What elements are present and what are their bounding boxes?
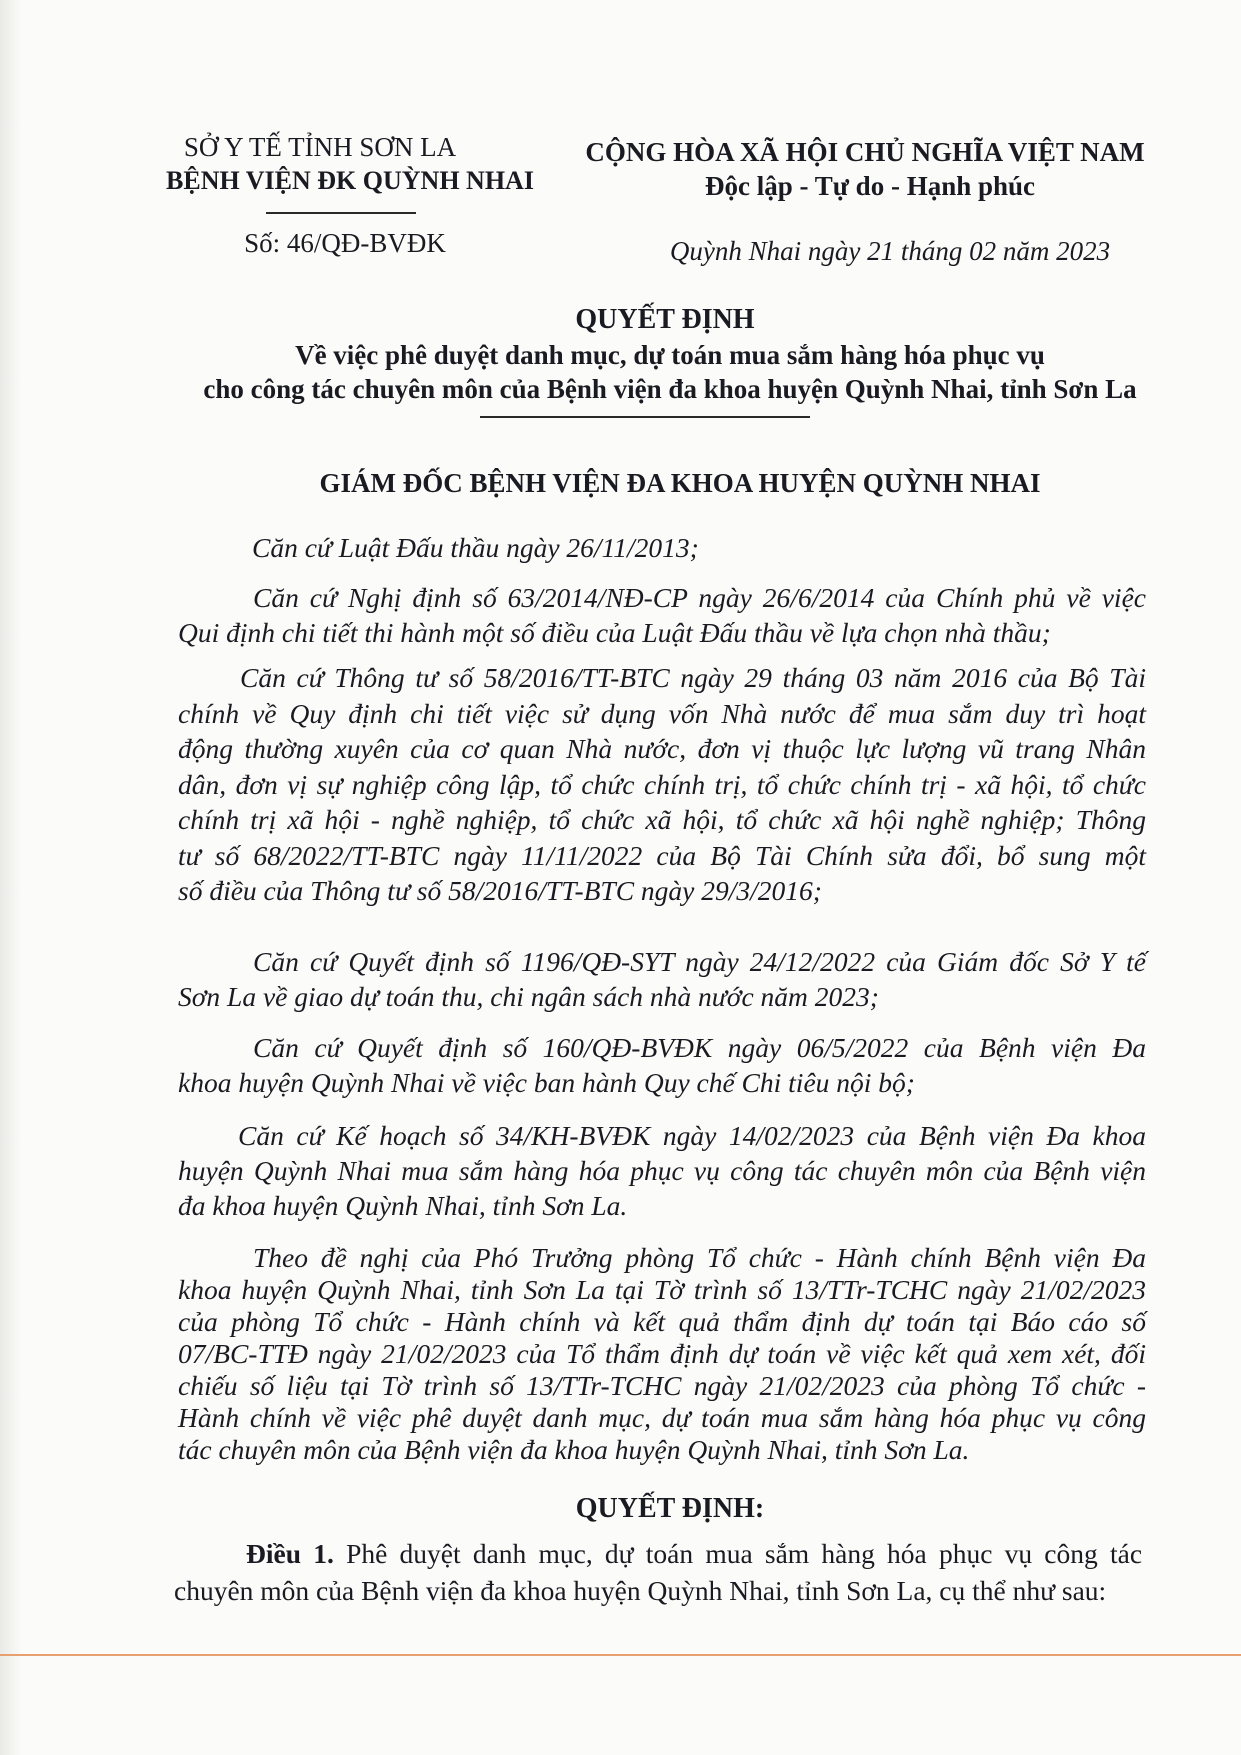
legal-basis-6 — [178, 1118, 1146, 1223]
decision-subtitle-2: cho công tác chuyên môn của Bệnh viện đa khoa huyện Quỳnh Nhai, tỉnh Sơn La — [203, 374, 1137, 404]
paragraph-line: Căn cứ Kế hoạch số 34/KH-BVĐK ngày 14/02/2023 của Bệnh viện Đa khoa — [238, 1120, 1146, 1151]
decision-title: QUYẾT ĐỊNH — [575, 304, 755, 335]
paragraph-line: Sơn La về giao dự toán thu, chi ngân sách nhà nước năm 2023; — [178, 981, 879, 1012]
paragraph-line: khoa huyện Quỳnh Nhai, tỉnh Sơn La tại Tờ trình số 13/TTr-TCHC ngày 21/02/2023 — [178, 1274, 1146, 1305]
paragraph-line: đa khoa huyện Quỳnh Nhai, tỉnh Sơn La. — [178, 1190, 628, 1221]
article-1 — [174, 1535, 1142, 1609]
paragraph-line: chính về Quy định chi tiết việc sử dụng vốn Nhà nước để mua sắm duy trì hoạt — [178, 697, 1146, 729]
legal-basis-5 — [178, 1030, 1146, 1100]
decision-heading: QUYẾT ĐỊNH: — [575, 1493, 765, 1524]
left-header-underline — [266, 212, 416, 214]
page-cut-line — [0, 1654, 1241, 1656]
scan-edge-shadow — [0, 0, 22, 1755]
paragraph-line: 07/BC-TTĐ ngày 21/02/2023 của Tổ thẩm định dự toán về việc kết quả xem xét, đối — [178, 1338, 1146, 1369]
proposal-paragraph — [178, 1242, 1146, 1466]
article-1-line-1 — [174, 1535, 1142, 1572]
national-motto: Độc lập - Tự do - Hạnh phúc — [704, 171, 1036, 201]
paragraph-line: tác chuyên môn của Bệnh viện đa khoa huyện Quỳnh Nhai, tỉnh Sơn La. — [178, 1434, 970, 1465]
legal-basis-3 — [178, 660, 1146, 909]
legal-basis-1 — [252, 530, 812, 565]
paragraph-line: Căn cứ Luật Đấu thầu ngày 26/11/2013; — [252, 532, 699, 563]
paragraph-line: Hành chính về việc phê duyệt danh mục, dự toán mua sắm hàng hóa phục vụ công — [178, 1402, 1146, 1433]
article-1-label: Điều 1. — [246, 1538, 334, 1569]
paragraph-line: khoa huyện Quỳnh Nhai về việc ban hành Quy chế Chi tiêu nội bộ; — [178, 1067, 915, 1098]
paragraph-line: động thường xuyên của cơ quan Nhà nước, đơn vị thuộc lực lượng vũ trang Nhân — [178, 733, 1146, 764]
decision-subtitle-1: Về việc phê duyệt danh mục, dự toán mua sắm hàng hóa phục vụ — [295, 340, 1045, 370]
document-date: Quỳnh Nhai ngày 21 tháng 02 năm 2023 — [669, 236, 1111, 266]
legal-basis-4 — [178, 944, 1146, 1014]
paragraph-line: chính trị xã hội - nghề nghiệp, tổ chức xã hội, tổ chức xã hội nghề nghiệp; Thông — [178, 804, 1146, 835]
paragraph-line: Qui định chi tiết thi hành một số điều của Luật Đấu thầu về lựa chọn nhà thầu; — [178, 617, 1051, 648]
hospital-name: BỆNH VIỆN ĐK QUỲNH NHAI — [166, 166, 534, 195]
paragraph-line: Căn cứ Thông tư số 58/2016/TT-BTC ngày 29 tháng 03 năm 2016 của Bộ Tài — [240, 662, 1146, 693]
document-number: Số: 46/QĐ-BVĐK — [244, 228, 446, 258]
legal-basis-2 — [178, 580, 1146, 650]
title-underline — [480, 416, 810, 418]
paragraph-line: của phòng Tổ chức - Hành chính và kết quả thẩm định dự toán tại Báo cáo số — [178, 1306, 1146, 1337]
paragraph-line: Căn cứ Quyết định số 1196/QĐ-SYT ngày 24/12/2022 của Giám đốc Sở Y tế — [253, 946, 1146, 977]
paragraph-line: huyện Quỳnh Nhai mua sắm hàng hóa phục vụ công tác chuyên môn của Bệnh viện — [178, 1155, 1146, 1186]
paragraph-line: dân, đơn vị sự nghiệp công lập, tổ chức chính trị, tổ chức chính trị - xã hội, tổ chức — [178, 768, 1146, 800]
paragraph-line: Căn cứ Nghị định số 63/2014/NĐ-CP ngày 26/6/2014 của Chính phủ về việc — [253, 582, 1146, 613]
article-1-line-2: chuyên môn của Bệnh viện đa khoa huyện Quỳnh Nhai, tỉnh Sơn La, cụ thể như sau: — [174, 1575, 1107, 1606]
paragraph-line: chiếu số liệu tại Tờ trình số 13/TTr-TCHC ngày 21/02/2023 của phòng Tổ chức - — [178, 1370, 1146, 1401]
paragraph-line: số điều của Thông tư số 58/2016/TT-BTC ngày 29/3/2016; — [178, 875, 822, 906]
paragraph-line: Căn cứ Quyết định số 160/QĐ-BVĐK ngày 06/5/2022 của Bệnh viện Đa — [253, 1032, 1146, 1063]
article-1-text-1: Phê duyệt danh mục, dự toán mua sắm hàng hóa phục vụ công tác — [346, 1538, 1143, 1569]
national-title: CỘNG HÒA XÃ HỘI CHỦ NGHĨA VIỆT NAM — [585, 137, 1145, 167]
paragraph-line: tư số 68/2022/TT-BTC ngày 11/11/2022 của Bộ Tài Chính sửa đổi, bổ sung một — [178, 839, 1146, 871]
department-name: SỞ Y TẾ TỈNH SƠN LA — [183, 132, 457, 162]
paragraph-line: Theo đề nghị của Phó Trưởng phòng Tổ chức - Hành chính Bệnh viện Đa — [253, 1242, 1146, 1273]
issuing-authority: GIÁM ĐỐC BỆNH VIỆN ĐA KHOA HUYỆN QUỲNH NHAI — [319, 468, 1041, 498]
